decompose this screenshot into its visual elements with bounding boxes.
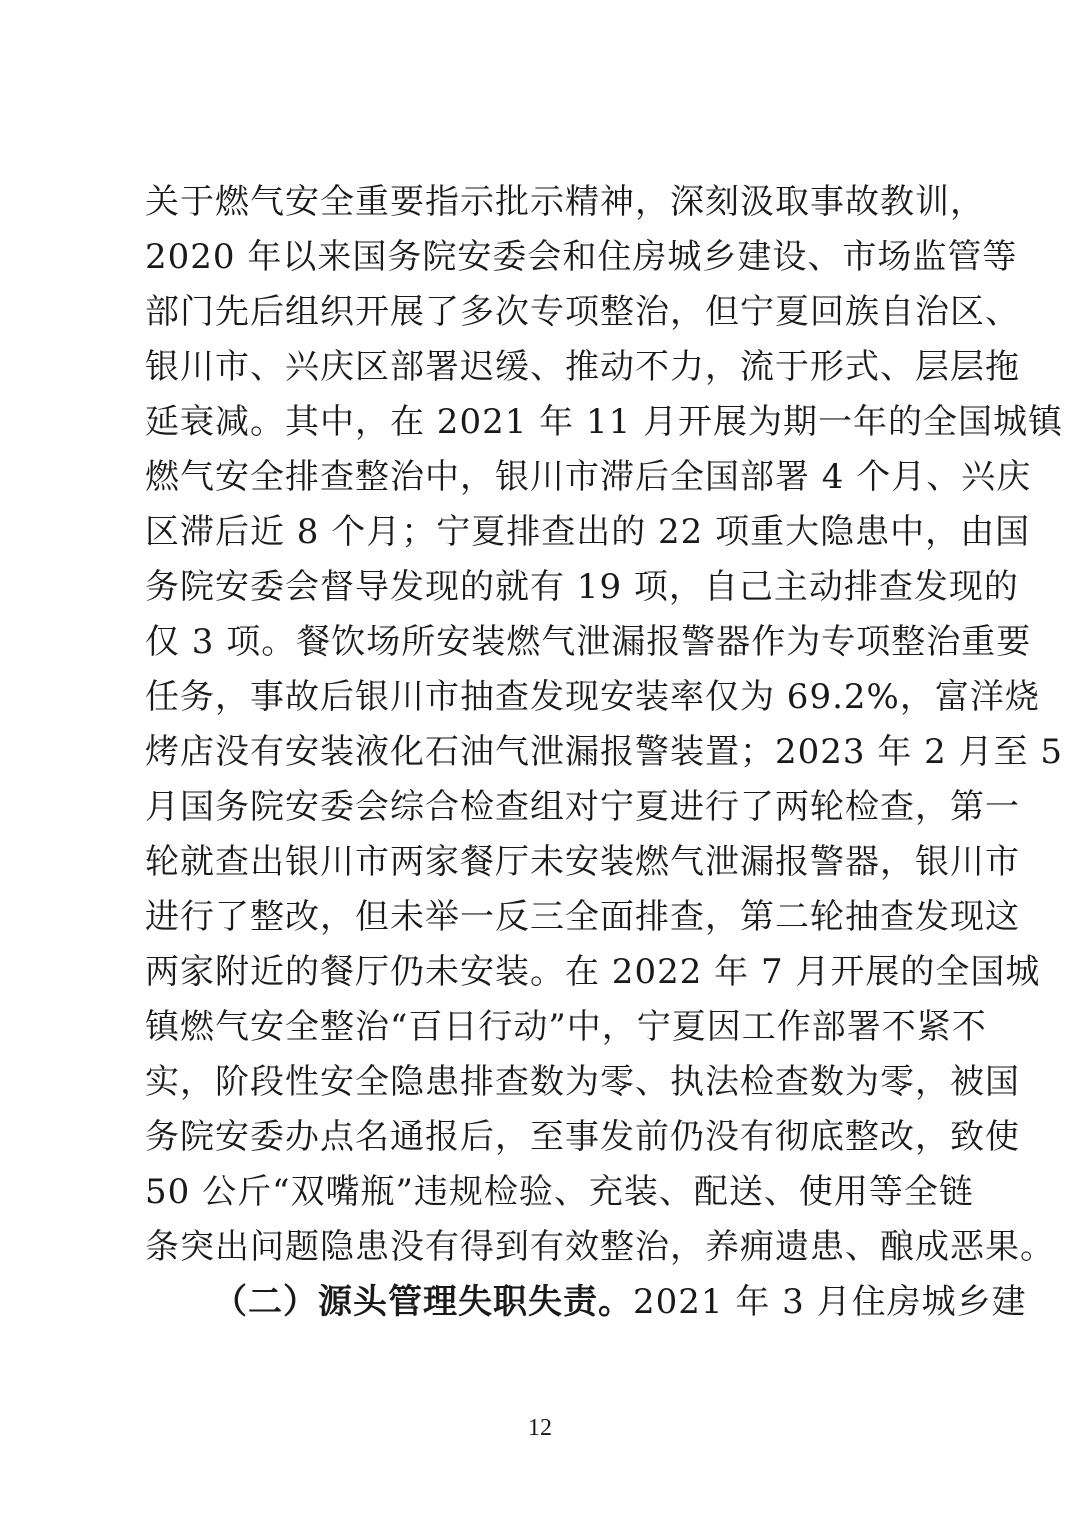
text-line-15: 两家附近的餐厅仍未安装。在 2022 年 7 月开展的全国城 bbox=[145, 952, 1041, 992]
text-line-10: 任务，事故后银川市抽查发现安装率仅为 69.2%，富洋烧 bbox=[145, 677, 1040, 717]
text-line-14: 进行了整改，但未举一反三全面排查，第二轮抽查发现这 bbox=[145, 897, 1020, 937]
text-line-1: 关于燃气安全重要指示批示精神，深刻汲取事故教训， bbox=[145, 182, 985, 222]
text-line-13: 轮就查出银川市两家餐厅未安装燃气泄漏报警器，银川市 bbox=[145, 842, 1020, 882]
subheading-continuation: 2021 年 3 月住房城乡建 bbox=[633, 1282, 1027, 1322]
text-line-17: 实，阶段性安全隐患排查数为零、执法检查数为零，被国 bbox=[145, 1062, 1020, 1102]
section-subheading-line bbox=[145, 1275, 1027, 1330]
text-line-16: 镇燃气安全整治“百日行动”中，宁夏因工作部署不紧不 bbox=[145, 1007, 987, 1047]
text-line-20: 条突出问题隐患没有得到有效整治，养痈遗患、酿成恶果。 bbox=[145, 1227, 1055, 1267]
text-line-6: 燃气安全排查整治中，银川市滞后全国部署 4 个月、兴庆 bbox=[145, 457, 1032, 497]
text-line-19: 50 公斤“双嘴瓶”违规检验、充装、配送、使用等全链 bbox=[145, 1172, 974, 1212]
section-subheading: （二）源头管理失职失责。 bbox=[213, 1282, 633, 1322]
text-line-4: 银川市、兴庆区部署迟缓、推动不力，流于形式、层层拖 bbox=[145, 347, 1020, 387]
text-line-9: 仅 3 项。餐饮场所安装燃气泄漏报警器作为专项整治重要 bbox=[145, 622, 1032, 662]
page-number: 12 bbox=[528, 1415, 552, 1441]
body-text bbox=[145, 175, 1064, 1330]
text-line-7: 区滞后近 8 个月；宁夏排查出的 22 项重大隐患中，由国 bbox=[145, 512, 1031, 552]
text-line-11: 烤店没有安装液化石油气泄漏报警装置；2023 年 2 月至 5 bbox=[145, 732, 1064, 772]
text-line-5: 延衰减。其中，在 2021 年 11 月开展为期一年的全国城镇 bbox=[145, 402, 1064, 442]
text-line-12: 月国务院安委会综合检查组对宁夏进行了两轮检查，第一 bbox=[145, 787, 1020, 827]
text-line-2: 2020 年以来国务院安委会和住房城乡建设、市场监管等 bbox=[145, 237, 1018, 277]
text-line-18: 务院安委办点名通报后，至事发前仍没有彻底整改，致使 bbox=[145, 1117, 1020, 1157]
text-line-8: 务院安委会督导发现的就有 19 项，自己主动排查发现的 bbox=[145, 567, 1019, 607]
text-line-3: 部门先后组织开展了多次专项整治，但宁夏回族自治区、 bbox=[145, 292, 1020, 332]
